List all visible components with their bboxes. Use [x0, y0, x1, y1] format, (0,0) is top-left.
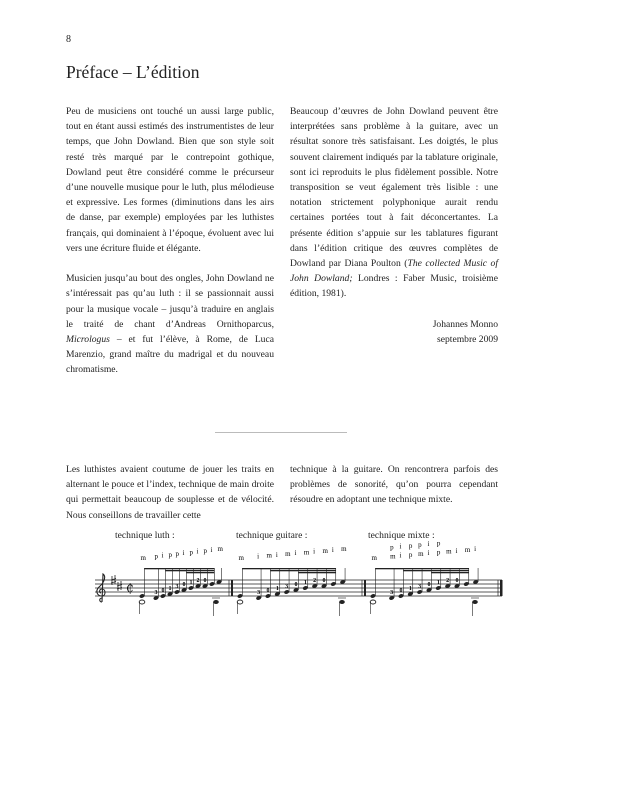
bass-half-note [370, 600, 376, 604]
fingering-label: p [436, 539, 441, 548]
fingering-label: m [446, 547, 452, 556]
fingering-label: i [455, 546, 458, 555]
left-hand-fingering: 3 [257, 590, 261, 596]
right-column [290, 104, 498, 347]
bass-quarter-note [339, 600, 345, 604]
left-hand-fingering: 0 [427, 582, 431, 588]
fingering-label: i [275, 550, 278, 559]
sharp-icon [117, 581, 122, 591]
fingering-label: i [331, 546, 334, 554]
fingering-label: i [257, 552, 260, 561]
beam [431, 570, 468, 571]
text: Musicien jusqu’au bout des ongles, John Dowland ne s’intéressait pas qu’au luth : il se passionnait aussi pour la musique vocale – jusqu’à traduire en anglais le traité de chant d’Andreas Ornithoparcus, [66, 273, 274, 330]
beam [298, 572, 335, 573]
fingering-label: p [175, 550, 179, 558]
fingering-label: p [436, 548, 441, 557]
left-hand-fingering: 1 [168, 586, 172, 592]
label-technique-luth: technique luth : [115, 530, 175, 541]
beam [242, 568, 270, 569]
fingering-label: m [464, 546, 471, 554]
beam [186, 572, 214, 573]
fingering-label: m [140, 554, 146, 562]
final-barline [500, 580, 503, 596]
left-hand-fingering: 1 [408, 586, 412, 592]
beam [186, 570, 214, 571]
left-hand-fingering: 0 [266, 588, 270, 594]
fingering-label: p [408, 541, 413, 550]
section2-right [290, 462, 498, 523]
fingering-label: i [399, 551, 402, 560]
fingering-label: p [203, 546, 207, 555]
beam [431, 572, 468, 573]
fingering-label: i [427, 540, 430, 549]
section-divider [215, 432, 347, 433]
fingering-label: i [294, 549, 297, 558]
left-hand-fingering: 0 [203, 578, 207, 584]
paragraph: Les luthistes avaient coutume de jouer les traits en alternant le pouce et l’index, technique de main droite qui permettait beaucoup de souplesse et de vélocité. Nous conseillons de travailler cette [66, 464, 274, 521]
paragraph [290, 104, 498, 302]
bass-half-note [139, 600, 145, 604]
cut-time-icon: ₵ [126, 581, 134, 595]
left-hand-fingering: 3 [418, 584, 422, 590]
fingering-label: p [408, 550, 413, 559]
fingering-label: m [266, 551, 272, 560]
barline [231, 580, 233, 596]
label-technique-guitare: technique guitare : [236, 530, 308, 541]
fingering-label: i [196, 547, 199, 556]
left-hand-fingering: 0 [182, 582, 186, 588]
fingering-label: p [189, 548, 193, 557]
page-title: Préface – L’édition [66, 62, 200, 82]
fingering-label: i [427, 549, 430, 558]
label-technique-mixte: technique mixte : [368, 530, 435, 541]
paragraph [66, 271, 274, 377]
author-name: Johannes Monno [432, 318, 498, 330]
text: Beaucoup d’œuvres de John Dowland peuvent être interprétées sans problème à la guitare, avec un résultat sonore très satisfaisant. Les doigtés, le plus souvent clairement indiqués par la tablature originale, sont ici reproduits le plus fidèlement possible. Notre transposition se veut également très lisible : une notation strictement polyphonique aurait rendu certaines portées tout à fait déconcertantes. La présente édition s’appuie sur les tablatures figurant dans l’édition critique des œuvres complètes de Dowland par Diana Poulton ( [290, 106, 498, 270]
fingering-label: m [217, 545, 223, 554]
signature-date: septembre 2009 [436, 334, 498, 346]
section2-left [66, 462, 274, 538]
left-hand-fingering: 3 [390, 590, 394, 596]
fingering-label: m [371, 554, 377, 562]
left-hand-fingering: 2 [196, 578, 200, 584]
beam [431, 568, 468, 569]
fingering-label: m [238, 554, 244, 562]
text: Londres : Faber Music, troisième édition, 1981). [290, 273, 498, 300]
beam [144, 568, 165, 569]
bass-half-note [237, 600, 243, 604]
beam [270, 570, 298, 571]
music-example [90, 530, 510, 625]
beam [403, 570, 431, 571]
left-hand-fingering: 0 [161, 588, 165, 594]
fingering-label: p [168, 550, 172, 559]
left-hand-fingering: 3 [154, 590, 158, 596]
left-hand-fingering: 3 [285, 584, 289, 590]
left-hand-fingering: 1 [303, 580, 307, 586]
left-hand-fingering: 0 [455, 578, 459, 584]
beam [270, 568, 298, 569]
fingering-label: m [418, 550, 424, 558]
beam [375, 568, 403, 569]
fingering-label: i [313, 547, 316, 556]
fingering-label: i [399, 542, 402, 551]
beam [298, 568, 335, 569]
left-column [66, 104, 274, 393]
beam [298, 570, 335, 571]
fingering-label: p [154, 552, 158, 561]
fingering-label: m [322, 546, 328, 555]
fingering-label: p [390, 543, 394, 552]
left-hand-fingering: 1 [436, 580, 440, 586]
text: – et fut l’élève, à Rome, de Luca Marenzio, grand maître du madrigal et du nouveau chromatisme. [66, 334, 274, 376]
page-number: 8 [66, 34, 71, 45]
left-hand-fingering: 1 [275, 586, 279, 592]
beam [403, 568, 431, 569]
beam [165, 568, 186, 569]
fingering-label: m [285, 550, 291, 558]
fingering-label: m [303, 548, 310, 557]
left-hand-fingering: 0 [399, 588, 403, 594]
left-hand-fingering: 1 [189, 580, 193, 586]
paragraph: technique à la guitare. On rencontrera parfois des problèmes de sonorité, qu’on pourra cependant résoudre en adoptant une technique mixte. [290, 464, 498, 506]
beam [165, 570, 186, 571]
fingering-label: p [418, 541, 422, 549]
bass-quarter-note [472, 600, 478, 604]
bass-quarter-note [213, 600, 219, 604]
left-hand-fingering: 2 [446, 578, 450, 584]
left-hand-fingering: 0 [322, 578, 326, 584]
paragraph: Peu de musiciens ont touché un aussi large public, tout en étant aussi estimés des instrumentistes de leur temps, que John Dowland. Bien que son style soit resté très marqué par le contrepoint gothique, Dowland peut être considéré comme le précurseur d’une nouvelle musique pour le luth, plus mélodieuse et expressive. Les formes (diminutions dans les airs de danse, par exemple) employées par les luthistes français, qui dominaient à l’époque, évoluent avec lui vers une écriture fluide et élégante. [66, 106, 274, 254]
left-hand-fingering: 0 [294, 582, 298, 588]
fingering-label: i [474, 545, 477, 554]
beam [186, 568, 214, 569]
fingering-label: i [210, 546, 213, 554]
book-title: Micrologus [66, 334, 110, 346]
barline [364, 580, 366, 596]
left-hand-fingering: 3 [175, 584, 179, 590]
fingering-label: i [182, 549, 185, 558]
fingering-label: i [161, 551, 164, 560]
book-title: The collected Music of John Dowland; [290, 258, 498, 285]
fingering-label: m [390, 552, 396, 561]
fingering-label: m [341, 545, 347, 554]
left-hand-fingering: 2 [313, 578, 317, 584]
